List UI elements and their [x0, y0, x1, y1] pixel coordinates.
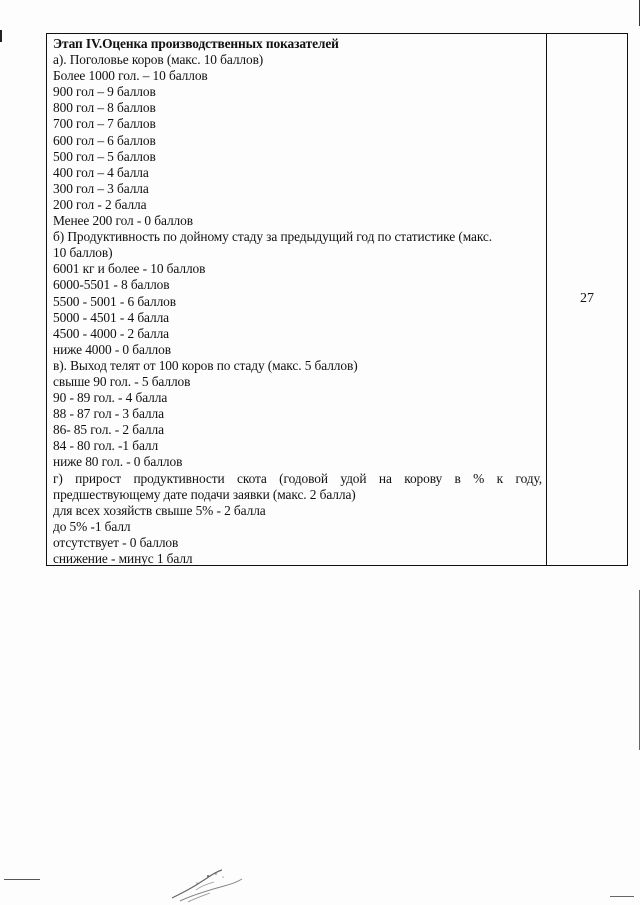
- scan-edge-mark: [0, 30, 2, 42]
- criteria-line: 800 гол – 8 баллов: [53, 100, 156, 116]
- criteria-line: 6001 кг и более - 10 баллов: [53, 261, 206, 277]
- criteria-table: [46, 33, 628, 566]
- criteria-line: г) прирост продуктивности скота (годовой удой на корову в % к году,: [53, 470, 542, 486]
- criteria-line: в). Выход телят от 100 коров по стаду (макс. 5 баллов): [53, 357, 358, 373]
- criteria-line: Более 1000 гол. – 10 баллов: [53, 68, 208, 84]
- score-value: 27: [580, 291, 594, 306]
- section-heading: Этап IV.Оценка производственных показателей: [53, 36, 339, 51]
- criteria-line: 600 гол – 6 баллов: [53, 132, 156, 148]
- criteria-line: предшествующему дате подачи заявки (макс. 2 балла): [53, 486, 356, 502]
- criteria-line: для всех хозяйств свыше 5% - 2 балла: [53, 502, 266, 518]
- criteria-line: 900 гол – 9 баллов: [53, 84, 156, 100]
- criteria-cell: [47, 34, 547, 565]
- criteria-line: ниже 80 гол. - 0 баллов: [53, 454, 183, 470]
- criteria-line: 200 гол - 2 балла: [53, 196, 147, 212]
- criteria-line: 400 гол – 4 балла: [53, 164, 149, 180]
- criteria-line: б) Продуктивность по дойному стаду за предыдущий год по статистике (макс.: [53, 229, 492, 245]
- criteria-line: до 5% -1 балл: [53, 518, 131, 534]
- criteria-line: 500 гол – 5 баллов: [53, 148, 156, 164]
- criteria-line: 86- 85 гол. - 2 балла: [53, 422, 164, 438]
- criteria-line: снижение - минус 1 балл: [53, 551, 193, 566]
- criteria-line: а). Поголовье коров (макс. 10 баллов): [53, 52, 264, 68]
- criteria-line: 84 - 80 гол. -1 балл: [53, 438, 159, 454]
- criteria-line: Менее 200 гол - 0 баллов: [53, 213, 193, 229]
- criteria-line: 700 гол – 7 баллов: [53, 116, 156, 132]
- criteria-line: 300 гол – 3 балла: [53, 180, 149, 196]
- criteria-line: 10 баллов): [53, 245, 113, 261]
- scan-edge-mark: [610, 896, 634, 897]
- signature-mark: [166, 858, 246, 904]
- criteria-line: свыше 90 гол. - 5 баллов: [53, 373, 191, 389]
- criteria-line: 88 - 87 гол - 3 балла: [53, 406, 164, 422]
- criteria-line: 5000 - 4501 - 4 балла: [53, 309, 169, 325]
- criteria-line: 90 - 89 гол. - 4 балла: [53, 390, 168, 406]
- criteria-line: 4500 - 4000 - 2 балла: [53, 325, 169, 341]
- score-cell: [547, 34, 627, 565]
- criteria-line: 5500 - 5001 - 6 баллов: [53, 293, 176, 309]
- criteria-line: 6000-5501 - 8 баллов: [53, 277, 170, 293]
- criteria-line: отсутствует - 0 баллов: [53, 534, 179, 550]
- criteria-line: ниже 4000 - 0 баллов: [53, 341, 171, 357]
- scan-edge-mark: [4, 879, 40, 880]
